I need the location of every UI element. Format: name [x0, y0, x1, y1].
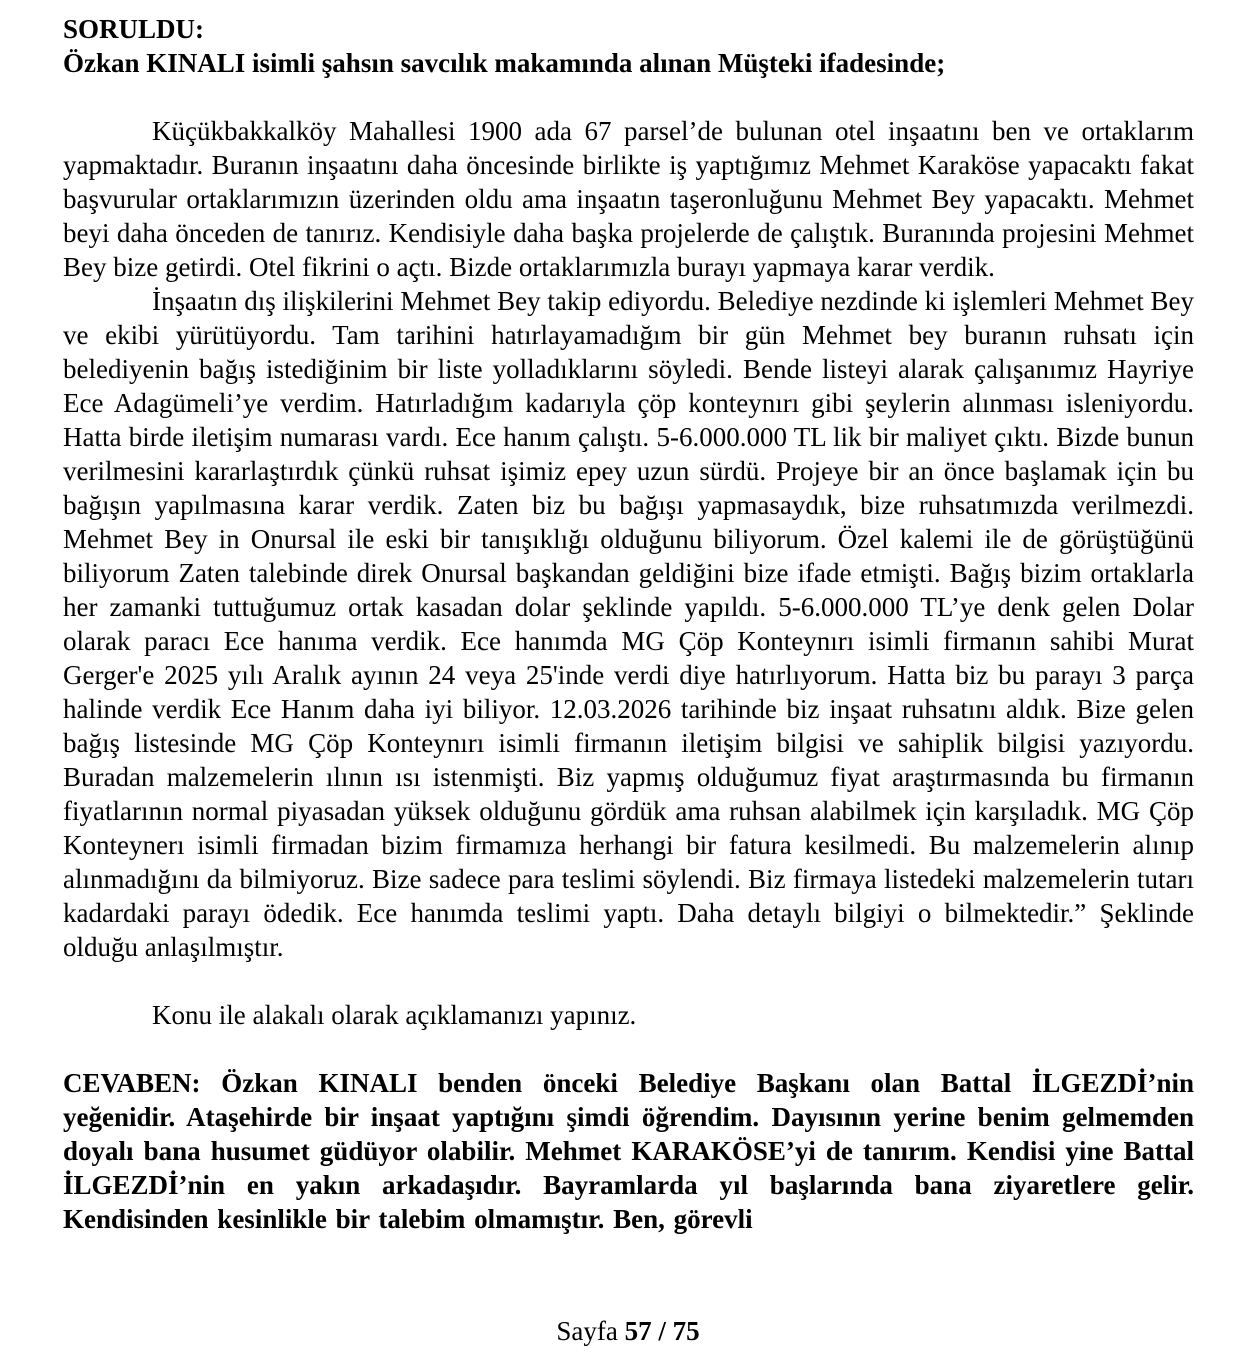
page-footer-number: 57 / 75	[624, 1316, 700, 1346]
section-heading	[63, 12, 1194, 80]
statement-paragraph-1: Küçükbakkalköy Mahallesi 1900 ada 67 parsel’de bulunan otel inşaatını ben ve ortaklarım yapmaktadır. Buranın inşaatını daha öncesinde birlikte iş yaptığımız Mehmet Karaköse yapacaktı fakat başvurular ortaklarımızın üzerinden oldu ama inşaatın taşeronluğunu Mehmet Bey yapacaktı. Mehmet beyi daha önceden de tanırız. Kendisiyle daha başka projelerde de çalıştık. Buranında projesini Mehmet Bey bize getirdi. Otel fikrini o açtı. Bizde ortaklarımızla burayı yapmaya karar verdik.	[63, 116, 1194, 282]
page-footer-label: Sayfa	[556, 1316, 618, 1346]
page-footer	[0, 1314, 1256, 1348]
heading-soruldu: SORULDU:	[63, 14, 205, 44]
statement-paragraph-2: İnşaatın dış ilişkilerini Mehmet Bey takip ediyordu. Belediye nezdinde ki işlemleri Mehmet Bey ve ekibi yürütüyordu. Tam tarihini hatırlayamadığım bir gün Mehmet bey buranın ruhsatı için belediyenin bağış istediğinim bir liste yolladıklarını söyledi. Bende listeyi alarak çalışanımız Hayriye Ece Adagümeli’ye verdim. Hatırladığım kadarıyla çöp konteynırı gibi şeylerin alınması isleniyordu. Hatta birde iletişim numarası vardı. Ece hanım çalıştı. 5-6.000.000 TL lik bir maliyet çıktı. Bizde bunun verilmesini kararlaştırdık çünkü ruhsat işimiz epey uzun sürdü. Projeye bir an önce başlamak için bu bağışın yapılmasına karar verdik. Zaten biz bu bağışı yapmasaydık, bize ruhsatımızda verilmezdi. Mehmet Bey in Onursal ile eski bir tanışıklığı olduğunu biliyorum. Özel kalemi ile de görüştüğünü biliyorum Zaten talebinde direk Onursal başkandan geldiğini bize ifade etmişti. Bağış bizim ortaklarla her zamanki tuttuğumuz ortak kasadan dolar şeklinde yapıldı. 5-6.000.000 TL’ye denk gelen Dolar olarak paracı Ece hanıma verdik. Ece hanımda MG Çöp Konteynırı isimli firmanın sahibi Murat Gerger'e 2025 yılı Aralık ayının 24 veya 25'inde verdi diye hatırlıyorum. Hatta biz bu parayı 3 parça halinde verdik Ece Hanım daha iyi biliyor. 12.03.2026 tarihinde biz inşaat ruhsatını aldık. Bize gelen bağış listesinde MG Çöp Konteynırı isimli firmanın iletişim bilgisi ve sahiplik bilgisi yazıyordu. Buradan malzemelerin ılının ısı istenmişti. Biz yapmış olduğumuz fiyat araştırmasında bu firmanın fiyatlarının normal piyasadan yüksek olduğunu gördük ama ruhsan alabilmek için karşıladık. MG Çöp Konteynerı isimli firmadan bizim firmamıza herhangi bir fatura kesilmedi. Bu malzemelerin alınıp alınmadığını da bilmiyoruz. Bize sadece para teslimi söylendi. Biz firmaya listedeki malzemelerin tutarı kadardaki parayı ödedik. Ece hanımda teslimi yaptı. Daha detaylı bilgiyi o bilmektedir.” Şeklinde olduğu anlaşılmıştır.	[63, 286, 1194, 962]
statement-prompt: Konu ile alakalı olarak açıklamanızı yapınız.	[152, 1000, 637, 1030]
answer-paragraph: CEVABEN: Özkan KINALI benden önceki Belediye Başkanı olan Battal İLGEZDİ’nin yeğenidir. Ataşehirde bir inşaat yaptığını şimdi öğrendim. Dayısının yerine benim gelmemden doyalı bana husumet güdüyor olabilir. Mehmet KARAKÖSE’yi de tanırım. Kendisi yine Battal İLGEZDİ’nin en yakın arkadaşıdır. Bayramlarda yıl başlarında bana ziyaretlere gelir. Kendisinden kesinlikle bir talebim olmamıştır. Ben, görevli	[63, 1068, 1194, 1234]
heading-subtitle: Özkan KINALI isimli şahsın savcılık makamında alınan Müşteki ifadesinde;	[63, 48, 946, 78]
